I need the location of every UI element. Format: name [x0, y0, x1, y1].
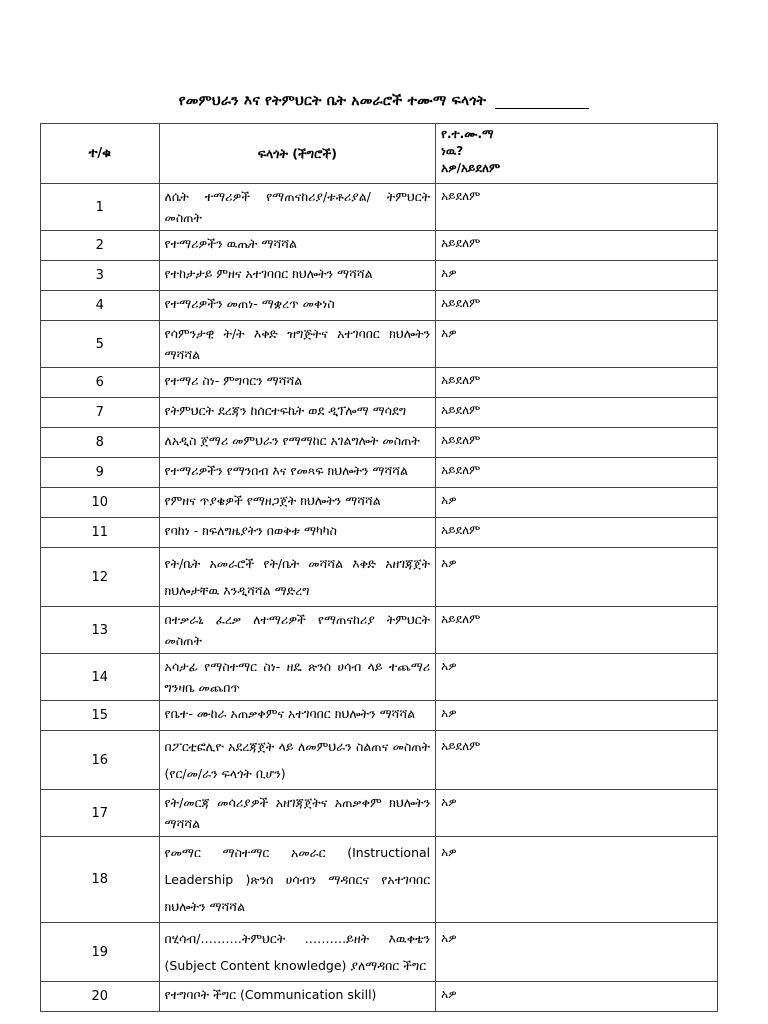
row-number: 6 — [41, 368, 160, 398]
table-row — [41, 518, 718, 548]
row-number: 13 — [41, 607, 160, 654]
table-row — [41, 701, 718, 731]
row-need: የተከታታይ ምዘና አተገባበር ክህሎትን ማሻሻል — [159, 261, 436, 291]
row-number: 12 — [41, 548, 160, 607]
row-number: 10 — [41, 488, 160, 518]
row-number: 9 — [41, 458, 160, 488]
row-need: የመማር ማስተማር አመራር (Instructional Leadership )ጽንሰ ሀሳብን ማዳበርና የአተገባበር ክህሎትን ማሻሻል — [159, 837, 436, 923]
row-number: 7 — [41, 398, 160, 428]
row-answer: አዎ — [436, 701, 718, 731]
table-row — [41, 488, 718, 518]
row-answer: አዎ — [436, 982, 718, 1012]
row-need: የተማሪዎችን የማንበብ እና የመጻፍ ክህሎትን ማሻሻል — [159, 458, 436, 488]
row-number: 1 — [41, 184, 160, 231]
header-answer — [436, 124, 718, 184]
table-row — [41, 548, 718, 607]
row-number: 20 — [41, 982, 160, 1012]
row-need: የሳምንታዊ ት/ት እቅድ ዝግጅትና አተገባበር ክህሎትን ማሻሻል — [159, 321, 436, 368]
row-answer: አይደለም — [436, 458, 718, 488]
row-answer: አይደለም — [436, 731, 718, 790]
header-need: ፍላጎት (ችግሮች) — [159, 124, 436, 184]
row-need: የቤተ- ሙከራ አጠቃቀምና አተገባበር ክህሎትን ማሻሻል — [159, 701, 436, 731]
row-answer: አዎ — [436, 548, 718, 607]
row-answer: አይደለም — [436, 231, 718, 261]
table-row — [41, 923, 718, 982]
row-answer: አይደለም — [436, 518, 718, 548]
row-need: የተማሪ ስነ- ምግባርን ማሻሻል — [159, 368, 436, 398]
page-title — [0, 93, 768, 109]
row-need: ለአዲስ ጀማሪ መምህራን የማማከር አገልግሎት መስጠት — [159, 428, 436, 458]
row-need: የተማሪዎችን መጠነ- ማቋረጥ መቀነስ — [159, 291, 436, 321]
row-answer: አዎ — [436, 488, 718, 518]
row-answer: አዎ — [436, 790, 718, 837]
row-number: 18 — [41, 837, 160, 923]
page-title-text: የመምህራን እና የትምህርት ቤት አመራሮች ተሙማ ፍላጎት — [178, 93, 487, 109]
table-row — [41, 321, 718, 368]
row-number: 11 — [41, 518, 160, 548]
table-row — [41, 291, 718, 321]
header-answer-line3: አዎ/አይደለም — [441, 161, 501, 175]
title-blank-line — [495, 94, 589, 109]
table-row — [41, 654, 718, 701]
row-number: 5 — [41, 321, 160, 368]
row-answer: አይደለም — [436, 428, 718, 458]
table-row — [41, 261, 718, 291]
row-need: የትምህርት ደረጃን ከሰርተፍኬት ወደ ዲፕሎማ ማሳደግ — [159, 398, 436, 428]
row-answer: አይደለም — [436, 291, 718, 321]
row-number: 15 — [41, 701, 160, 731]
row-need: የት/ቤት አመራሮች የት/ቤት መሻሻል እቅድ አዘገጃጀት ክህሎታቸዉ እንዲሻሻል ማድረግ — [159, 548, 436, 607]
needs-table — [40, 123, 718, 1012]
table-row — [41, 982, 718, 1012]
table-row — [41, 184, 718, 231]
row-answer: አዎ — [436, 654, 718, 701]
row-need: በተቃራኒ ፈረቃ ለተማሪዎች የማጠናከሪያ ትምህርት መስጠት — [159, 607, 436, 654]
row-number: 2 — [41, 231, 160, 261]
table-header-row — [41, 124, 718, 184]
header-answer-line2: ነዉ? — [441, 144, 464, 158]
row-answer: አይደለም — [436, 398, 718, 428]
row-need: የምዘና ጥያቄዎች የማዘጋጀት ክህሎትን ማሻሻል — [159, 488, 436, 518]
row-answer: አዎ — [436, 837, 718, 923]
row-need: ለሴት ተማሪዎች የማጠናከሪያ/ቱቶሪያል/ ትምህርት መስጠት — [159, 184, 436, 231]
row-need: በሂሳብ/……….ትምህርት ……….ይዘት እዉቀቴን (Subject Content knowledge) ያለማዳበር ችግር — [159, 923, 436, 982]
row-number: 4 — [41, 291, 160, 321]
row-need: የት/መርጃ መሳሪያዎች አዘገጃጀትና አጠቃቀም ክህሎትን ማሻሻል — [159, 790, 436, 837]
header-answer-line1: የ.ተ.ሙ.ማ — [441, 127, 494, 141]
row-answer: አዎ — [436, 923, 718, 982]
row-number: 17 — [41, 790, 160, 837]
row-need: በፖርቲፎሊዮ አደረጃጀት ላይ ለመምህራን ስልጠና መስጠት (የር/መ/ራን ፍላጎት ቢሆን) — [159, 731, 436, 790]
row-answer: አይደለም — [436, 368, 718, 398]
row-need: የባከነ - ክፍለግዜያትን በወቅቱ ማካካስ — [159, 518, 436, 548]
table-row — [41, 458, 718, 488]
table-row — [41, 731, 718, 790]
row-number: 8 — [41, 428, 160, 458]
row-need: አሳታፊ የማስተማር ስነ- ዘዴ ጽንሰ ሀሳብ ላይ ተጨማሪ ግንዛቤ መጨበጥ — [159, 654, 436, 701]
row-answer: አይደለም — [436, 184, 718, 231]
row-number: 16 — [41, 731, 160, 790]
table-row — [41, 607, 718, 654]
table-row — [41, 368, 718, 398]
row-number: 14 — [41, 654, 160, 701]
table-row — [41, 428, 718, 458]
row-answer: አዎ — [436, 321, 718, 368]
table-row — [41, 790, 718, 837]
row-need: የተግባቦት ችግር (Communication skill) — [159, 982, 436, 1012]
table-row — [41, 398, 718, 428]
header-number: ተ/ቁ — [41, 124, 160, 184]
row-need: የተማሪዎችን ዉጤት ማሻሻል — [159, 231, 436, 261]
row-answer: አዎ — [436, 261, 718, 291]
row-number: 3 — [41, 261, 160, 291]
row-answer: አይደለም — [436, 607, 718, 654]
table-row — [41, 231, 718, 261]
table-row — [41, 837, 718, 923]
row-number: 19 — [41, 923, 160, 982]
